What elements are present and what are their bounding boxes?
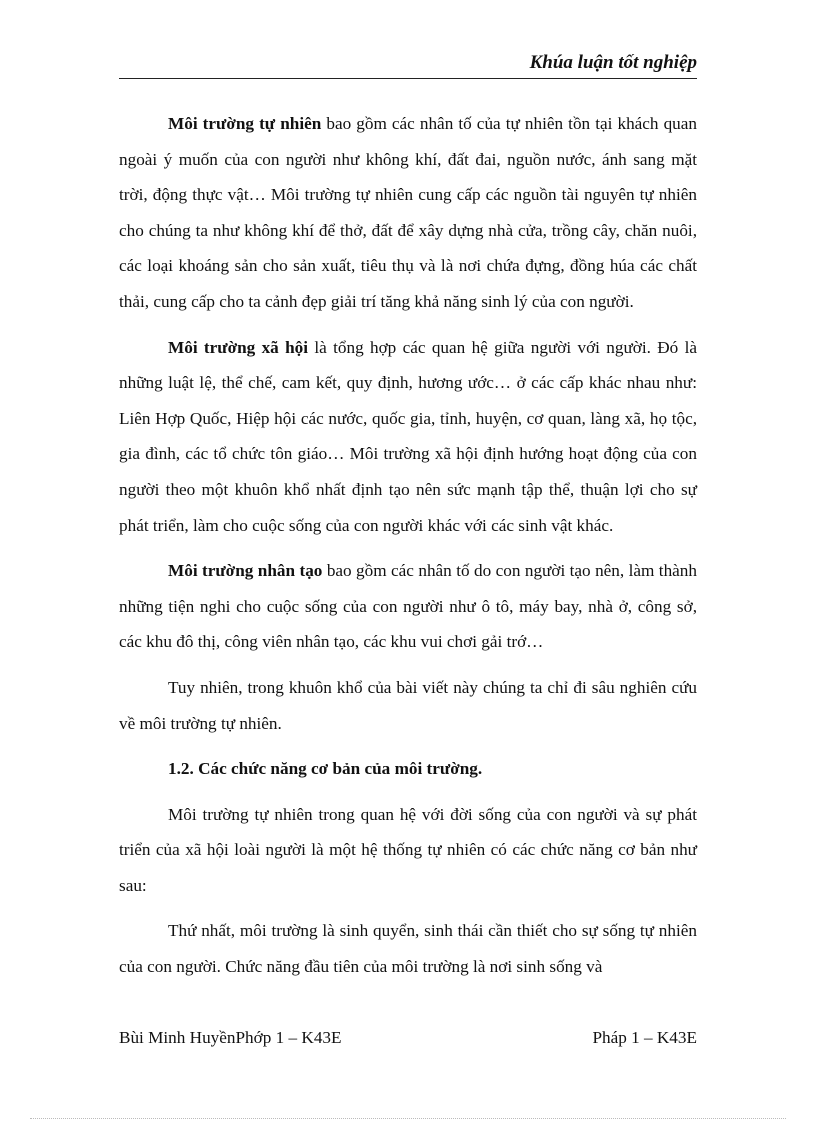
paragraph-text: Thứ nhất, môi trường là sinh quyển, sinh thái cần thiết cho sự sống tự nhiên của con người. Chức năng đầu tiên của môi trường là nơi sinh sống và [119,921,697,977]
page-edge-divider [30,1118,786,1119]
document-body [119,106,697,995]
term-social-environment: Môi trường xã hội [168,337,309,357]
page-header [119,50,697,79]
paragraph-text: bao gồm các nhân tố của tự nhiên tồn tại khách quan ngoài ý muốn của con người như không khí, đất đai, nguồn nước, ánh sang mặt trời, động thực vật… Môi trường tự nhiên cung cấp các nguồn tài nguyên tự nhiên cho chúng ta như không khí để thở, đất để xây dựng nhà cửa, trồng cây, chăn nuôi, các loại khoáng sản cho sản xuất, tiêu thụ và là nơi chứa đựng, đồng húa các chất thải, cung cấp cho ta cảnh đẹp giải trí tăng khả năng sinh lý của con người. [119,114,698,311]
paragraph-natural-environment [119,106,697,320]
paragraph-scope [119,670,697,741]
paragraph-functions-intro [119,797,697,904]
term-artificial-environment: Môi trường nhân tạo [168,561,323,581]
paragraph-first-function [119,913,697,984]
footer-class: Pháp 1 – K43E [592,1028,697,1047]
section-heading: 1.2. Các chức năng cơ bản của môi trường. [168,759,483,779]
page-footer [119,1028,697,1052]
header-title: Khúa luận tốt nghiệp [529,52,697,73]
footer-author: Bùi Minh HuyềnPhớp 1 – K43E [119,1028,342,1047]
paragraph-text: Tuy nhiên, trong khuôn khổ của bài viết này chúng ta chỉ đi sâu nghiên cứu về môi trường tự nhiên. [119,677,697,733]
paragraph-social-environment [119,330,697,544]
paragraph-artificial-environment [119,553,697,660]
paragraph-text: bao gồm các nhân tố do con người tạo nên, làm thành những tiện nghi cho cuộc sống của con người như ô tô, máy bay, nhà ở, công sở, các khu đô thị, công viên nhân tạo, các khu vui chơi gải trớ… [119,561,697,652]
paragraph-text: là tổng hợp các quan hệ giữa người với người. Đó là những luật lệ, thể chế, cam kết, quy định, hương ước… ở các cấp khác nhau như: Liên Hợp Quốc, Hiệp hội các nước, quốc gia, tỉnh, huyện, cơ quan, làng xã, họ tộc, gia đình, các tổ chức tôn giáo… Môi trường xã hội định hướng hoạt động của con người theo một khuôn khổ nhất định tạo nên sức mạnh tập thể, thuận lợi cho sự phát triển, làm cho cuộc sống của con người khác với các sinh vật khác. [119,337,698,535]
term-natural-environment: Môi trường tự nhiên [168,114,322,133]
paragraph-text: Môi trường tự nhiên trong quan hệ với đời sống của con người và sự phát triển của xã hội loài người là một hệ thống tự nhiên có các chức năng cơ bản như sau: [119,804,697,895]
